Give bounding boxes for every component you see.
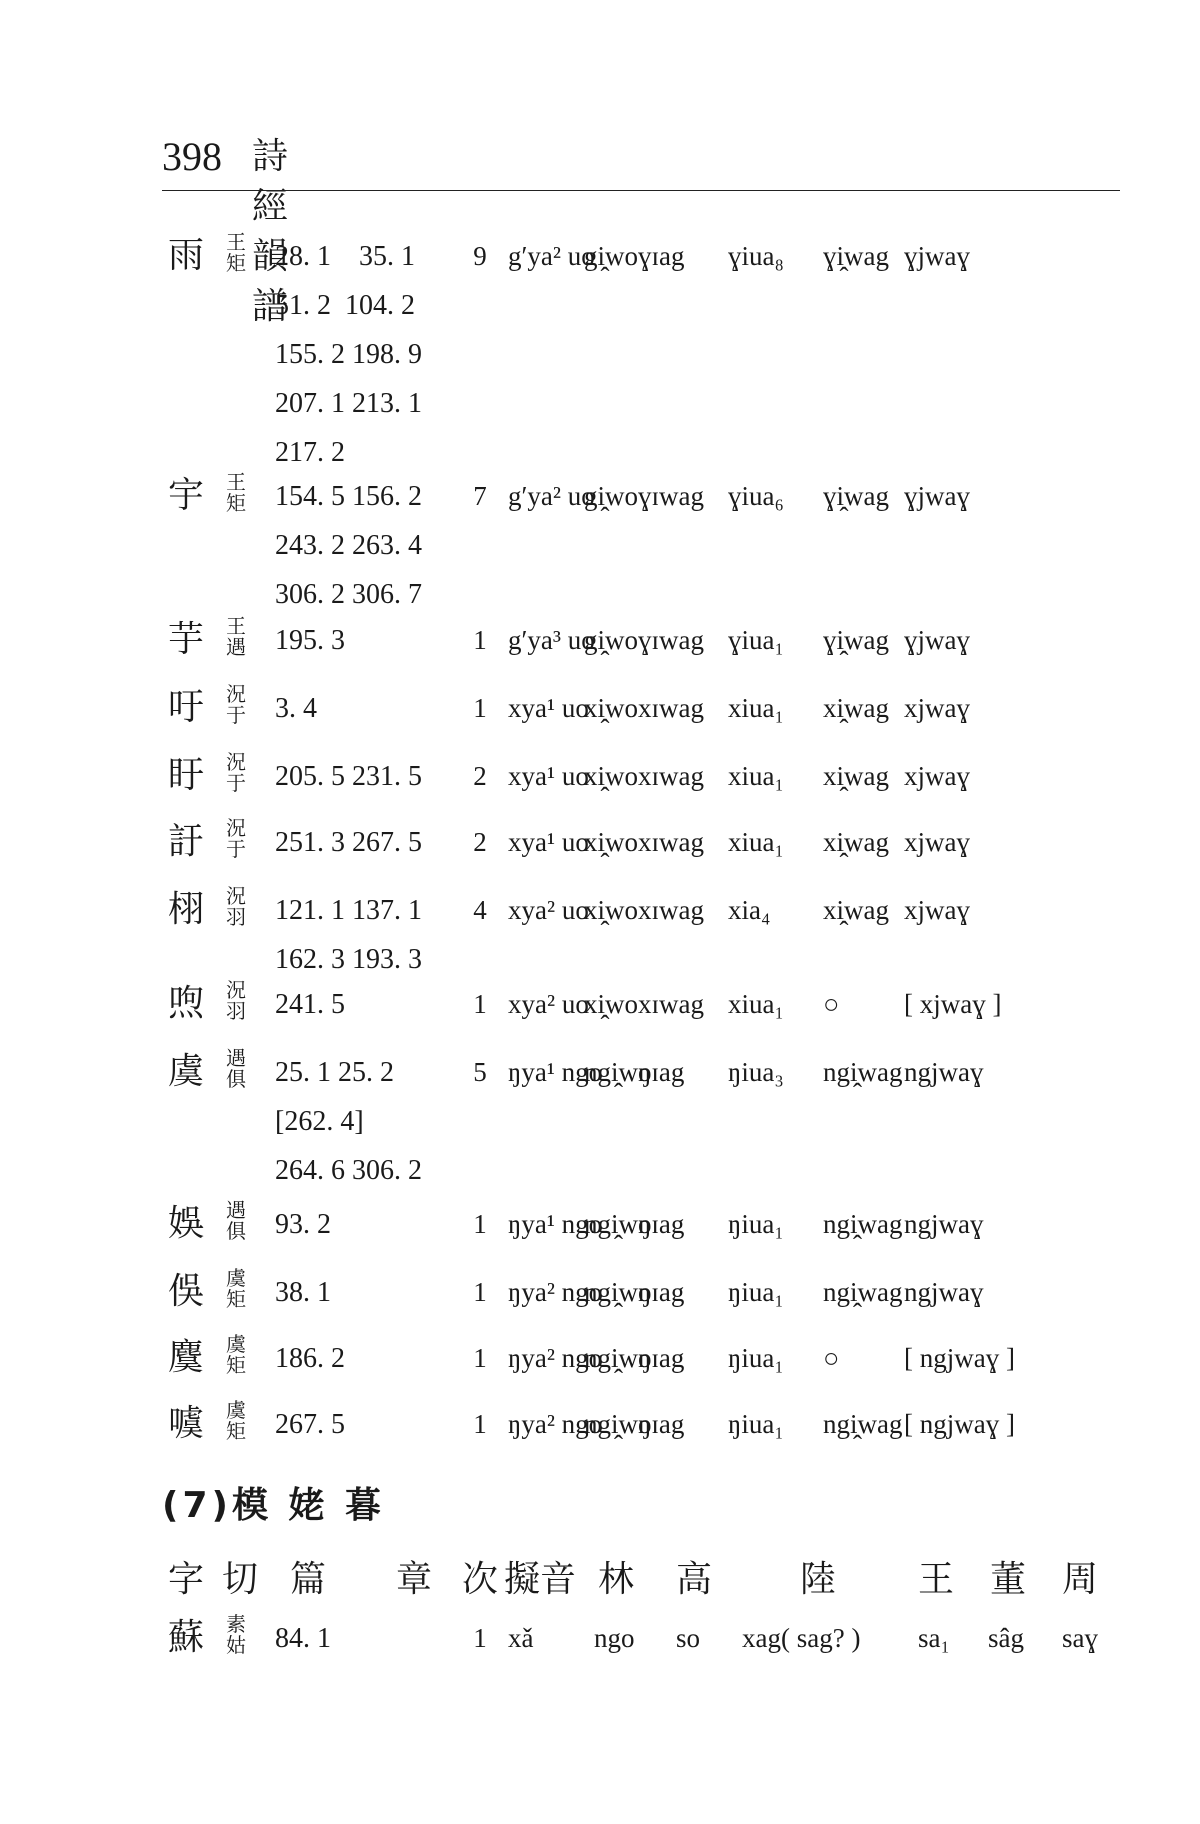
entry-ref-line: 154. 5 156. 2	[275, 481, 422, 512]
entry-lin: gi̭wo	[584, 481, 638, 511]
entry-nigyin: ŋya² ngo	[508, 1343, 603, 1373]
entry-nigyin: g′ya² uo	[508, 481, 595, 511]
entry-lin: xi̭wo	[584, 761, 638, 791]
entry-ref-line: 25. 1 25. 2	[275, 1057, 394, 1088]
entry-wang: xi̭wag	[823, 827, 889, 857]
entry-count: 1	[473, 625, 487, 655]
entry-wang: sa₁	[918, 1623, 950, 1653]
page-number: 398	[162, 134, 222, 179]
entry-dong: ngjwaɣ	[904, 1277, 984, 1307]
header-zhou: 周	[1062, 1559, 1099, 1600]
entry-char: 麌	[168, 1337, 205, 1378]
entry-nigyin: g′ya³ uo	[508, 625, 595, 655]
entry-char: 雨	[168, 235, 205, 276]
entry-ref-line: 251. 3 267. 5	[275, 827, 422, 858]
entry-refs	[275, 1200, 331, 1249]
entry-nigyin: ŋya² ngo	[508, 1409, 603, 1439]
entry-gao: ŋɪag	[638, 1209, 685, 1239]
entry-fanqie: 王 矩	[226, 230, 246, 275]
entry-count: 1	[473, 1409, 487, 1439]
entry-ref-line: 217. 2	[275, 437, 345, 468]
entry-ref-line: 3. 4	[275, 693, 317, 724]
entry-lu: xiua₁	[728, 761, 784, 791]
entry-lu: ɣiua₁	[728, 625, 784, 655]
entry-char: 訏	[168, 821, 205, 862]
entry-lu: ŋiua₁	[728, 1277, 784, 1307]
entry-gao: xɪwag	[638, 827, 704, 857]
entry-zhou: saɣ	[1062, 1623, 1098, 1653]
entry-count: 1	[473, 693, 487, 723]
entry-lin: xi̭wo	[584, 827, 638, 857]
entry-char: 盱	[168, 755, 205, 796]
entry-count: 7	[473, 481, 487, 511]
header-gao: 高	[676, 1559, 713, 1600]
entry-lin: ngi̭wo	[584, 1409, 652, 1439]
entry-lu: ŋiua₁	[728, 1209, 784, 1239]
entry-nigyin: ŋya¹ ngo	[508, 1209, 603, 1239]
entry-fanqie: 況 羽	[226, 884, 246, 929]
header-lu: 陸	[800, 1559, 837, 1600]
entry-dong: ɣjwaɣ	[904, 481, 970, 511]
entry-refs	[275, 1048, 422, 1195]
entry-char: 栩	[168, 889, 205, 930]
entry-gao: ŋɪag	[638, 1409, 685, 1439]
entry-ref-line: [262. 4]	[275, 1106, 364, 1137]
header-lin: 林	[598, 1559, 635, 1600]
entry-ref-line: 243. 2 263. 4	[275, 530, 422, 561]
entry-count: 2	[473, 827, 487, 857]
entry-gao: ɣɪag	[638, 241, 685, 271]
entry-dong: ɣjwaɣ	[904, 625, 970, 655]
entry-ref-line: 28. 1 35. 1	[275, 241, 415, 272]
entry-fanqie: 王 遇	[226, 614, 246, 659]
entry-wang: ɣi̭wag	[823, 481, 889, 511]
entry-refs	[275, 980, 345, 1029]
entry-dong: xjwaɣ	[904, 895, 970, 925]
entry-ref-line: 155. 2 198. 9	[275, 339, 422, 370]
entry-ref-line: 121. 1 137. 1	[275, 895, 422, 926]
entry-dong: xjwaɣ	[904, 827, 970, 857]
entry-fanqie: 素 姑	[226, 1612, 246, 1657]
entry-lu: ŋiua₁	[728, 1409, 784, 1439]
entry-char: 俁	[168, 1271, 205, 1312]
entry-char: 吁	[168, 687, 205, 728]
entry-lin: ngi̭wo	[584, 1277, 652, 1307]
entry-ref-line: 186. 2	[275, 1343, 345, 1374]
entry-lu: xiua₁	[728, 989, 784, 1019]
entry-nigyin: xya¹ uo	[508, 693, 589, 723]
entry-dong: ngjwaɣ	[904, 1209, 984, 1239]
header-rule	[162, 190, 1120, 191]
entry-nigyin: xǎ	[508, 1623, 534, 1653]
entry-nigyin: g′ya² uo	[508, 241, 595, 271]
entry-count: 4	[473, 895, 487, 925]
entry-refs	[275, 232, 422, 477]
entry-fanqie: 遇 俱	[226, 1198, 246, 1243]
entry-ref-line: 264. 6 306. 2	[275, 1155, 422, 1186]
entry-wang: xi̭wag	[823, 895, 889, 925]
entry-lu: ɣiua₆	[728, 481, 784, 511]
entry-char: 宇	[168, 475, 205, 516]
header-zhang: 章	[396, 1559, 433, 1600]
entry-wang: xi̭wag	[823, 693, 889, 723]
entry-refs	[275, 1268, 331, 1317]
entry-wang: xi̭wag	[823, 761, 889, 791]
entry-dong: ngjwaɣ	[904, 1057, 984, 1087]
entry-nigyin: ŋya² ngo	[508, 1277, 603, 1307]
entry-wang: ngi̭wag	[823, 1277, 903, 1307]
entry-lu: xiua₁	[728, 827, 784, 857]
entry-nigyin: xya¹ uo	[508, 761, 589, 791]
entry-dong: xjwaɣ	[904, 693, 970, 723]
entry-count: 1	[473, 1209, 487, 1239]
entry-wang: ɣi̭wag	[823, 625, 889, 655]
column-headers	[0, 1558, 1200, 1608]
entry-lu: ŋiua₃	[728, 1057, 784, 1087]
entry-wang: ngi̭wag	[823, 1057, 903, 1087]
header-nigyin: 擬音	[504, 1559, 577, 1600]
entry-gao: xɪwag	[638, 989, 704, 1019]
entry-refs	[275, 886, 422, 984]
entry-nigyin: xya¹ uo	[508, 827, 589, 857]
entry-dong: [ xjwaɣ ]	[904, 989, 1002, 1019]
entry-ref-line: 195. 3	[275, 625, 345, 656]
entry-fanqie: 虞 矩	[226, 1398, 246, 1443]
entry-char: 虞	[168, 1051, 205, 1092]
entry-nigyin: xya² uo	[508, 989, 589, 1019]
entry-wang: ngi̭wag	[823, 1209, 903, 1239]
entry-dong: sâg	[988, 1623, 1024, 1653]
entry-count: 9	[473, 241, 487, 271]
entry-nigyin: xya² uo	[508, 895, 589, 925]
entry-fanqie: 王 矩	[226, 470, 246, 515]
entry-fanqie: 虞 矩	[226, 1266, 246, 1311]
header-wang: 王	[918, 1559, 955, 1600]
header-ci: 次	[462, 1559, 499, 1600]
entry-fanqie: 虞 矩	[226, 1332, 246, 1377]
entry-gao: xɪwag	[638, 895, 704, 925]
entry-lin: gi̭wo	[584, 241, 638, 271]
entry-refs	[275, 818, 422, 867]
entry-fanqie: 況 于	[226, 750, 246, 795]
entry-lu: xiua₁	[728, 693, 784, 723]
entry-refs	[275, 472, 422, 619]
entry-wang: ngi̭wag	[823, 1409, 903, 1439]
entry-gao: ŋɪag	[638, 1057, 685, 1087]
entry-nigyin: ŋya¹ ngo	[508, 1057, 603, 1087]
entry-count: 1	[473, 1623, 487, 1653]
entry-gao: ŋɪag	[638, 1277, 685, 1307]
entry-lu: ɣiua₈	[728, 241, 784, 271]
entry-count: 1	[473, 1277, 487, 1307]
entry-gao: xɪwag	[638, 761, 704, 791]
entry-fanqie: 況 于	[226, 682, 246, 727]
entry-char: 娛	[168, 1203, 205, 1244]
entry-dong: ɣjwaɣ	[904, 241, 970, 271]
entry-lin: ngi̭wo	[584, 1209, 652, 1239]
entry-refs	[275, 684, 317, 733]
entry-dong: xjwaɣ	[904, 761, 970, 791]
entry-ref-line: 51. 2 104. 2	[275, 290, 415, 321]
entry-lin: xi̭wo	[584, 693, 638, 723]
entry-refs	[275, 1400, 345, 1449]
entry-refs	[275, 1334, 345, 1383]
section-title: (7)模 姥 暮	[162, 1485, 386, 1526]
entry-char: 喣	[168, 983, 205, 1024]
entry-refs: 84. 1	[275, 1623, 331, 1654]
entry-ref-line: 207. 1 213. 1	[275, 388, 422, 419]
header-dong: 董	[990, 1559, 1027, 1600]
entry-ref-line: 205. 5 231. 5	[275, 761, 422, 792]
header-pian: 篇	[290, 1559, 327, 1600]
entry-ref-line: 38. 1	[275, 1277, 331, 1308]
header-qie: 切	[222, 1559, 259, 1600]
entry-lin: xi̭wo	[584, 895, 638, 925]
entry-count: 5	[473, 1057, 487, 1087]
entry-gao: xɪwag	[638, 693, 704, 723]
entry-char: 蘇	[168, 1617, 205, 1658]
entry-ref-line: 162. 3 193. 3	[275, 944, 422, 975]
entry-lu: ŋiua₁	[728, 1343, 784, 1373]
book-title: 詩經韻譜	[252, 136, 291, 327]
entry-count: 1	[473, 1343, 487, 1373]
header-zi: 字	[168, 1559, 205, 1600]
entry-gao: ŋɪag	[638, 1343, 685, 1373]
entry-ref-line: 306. 2 306. 7	[275, 579, 422, 610]
entry-lin: xi̭wo	[584, 989, 638, 1019]
entry-wang: ○	[823, 1343, 840, 1373]
entry-lu: xia₄	[728, 895, 771, 925]
entry-lin: ngi̭wo	[584, 1343, 652, 1373]
entry-dong: [ ngjwaɣ ]	[904, 1343, 1015, 1373]
entry-fanqie: 況 羽	[226, 978, 246, 1023]
entry-char: 芋	[168, 619, 205, 660]
entry-gao: so	[676, 1623, 701, 1653]
entry-lu: xag( sag? )	[742, 1623, 861, 1653]
entry-count: 2	[473, 761, 487, 791]
entry-ref-line: 241. 5	[275, 989, 345, 1020]
entry-wang: ○	[823, 989, 840, 1019]
entry-ref-line: 93. 2	[275, 1209, 331, 1240]
entry-lin: ngo	[594, 1623, 635, 1653]
entry-fanqie: 遇 俱	[226, 1046, 246, 1091]
entry-refs	[275, 752, 422, 801]
entry-ref-line: 267. 5	[275, 1409, 345, 1440]
entry-wang: ɣi̭wag	[823, 241, 889, 271]
entry-refs	[275, 616, 345, 665]
entry-count: 1	[473, 989, 487, 1019]
entry-char: 噳	[168, 1403, 205, 1444]
entry-gao: ɣɪwag	[638, 481, 704, 511]
entry-lin: gi̭wo	[584, 625, 638, 655]
entry-dong: [ ngjwaɣ ]	[904, 1409, 1015, 1439]
entry-lin: ngi̭wo	[584, 1057, 652, 1087]
entry-gao: ɣɪwag	[638, 625, 704, 655]
entry-fanqie: 況 于	[226, 816, 246, 861]
